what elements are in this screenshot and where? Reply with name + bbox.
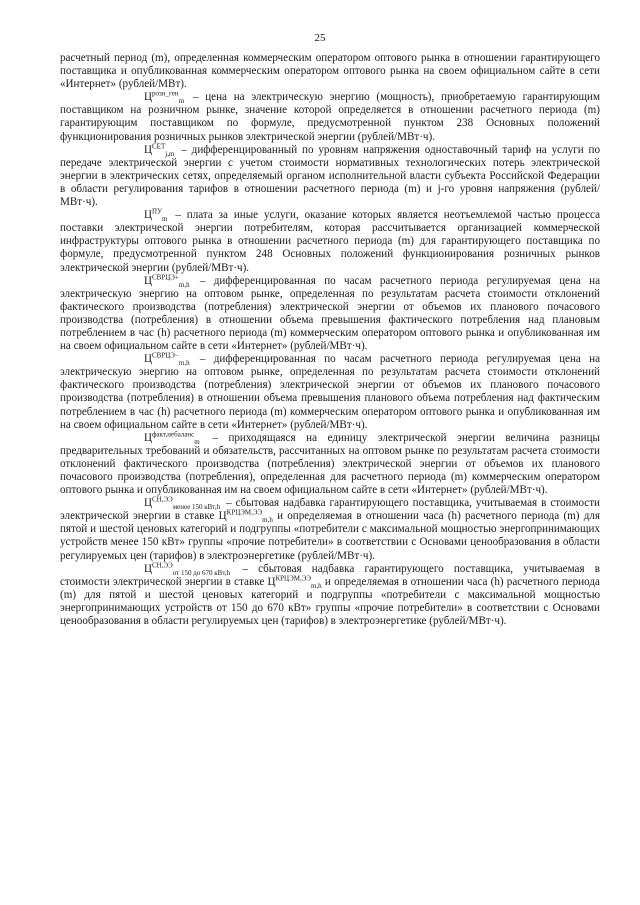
paragraph-1 <box>60 91 600 143</box>
paragraph-2 <box>60 141 600 209</box>
formula-symbol: $Ц^{СН,ЭЭ}_{от 150 до 670 кВт,h}$ <box>144 560 231 577</box>
formula-symbol: $Ц^{СВРЦЭ+}_{m,h}$ <box>144 272 190 289</box>
paragraph-4 <box>60 272 600 354</box>
paragraph-text-after: и определяемая в отношении часа (h) расчетного периода (m) для пятой и шестой ценовых категорий и подгруппы «потребители с максимальной мощностью энергопринимающих устройств от 150 до 670 кВт» группы «прочие потребители» в соответствии с Основами ценообразования в области регулируемых цен (тарифов) в электроэнергетике (рублей/МВт·ч). <box>60 575 600 628</box>
paragraph-text: – дифференцированная по часам расчетного периода регулируемая цена на электрическую энергию на оптовом рынке, определенная по результатам расчета стоимости отклонений фактического производства (потребления) электрической энергии от объемов их планового почасового производства (потребления) в отношении объема превышения фактического потребления над плановым потреблением в час (h) расчетного периода (m) коммерческим оператором оптового рынка и опубликованная им на своем официальном сайте в сети «Интернет» (рублей/МВт·ч). <box>60 274 600 353</box>
paragraph-text: – плата за иные услуги, оказание которых является неотъемлемой частью процесса поставки электрической энергии потребителям, которая рассчитывается организацией коммерческой инфраструктуры оптового рынка в отношении расчетного периода (m) для гарантирующего поставщика по формуле, предусмотренной пунктом 248 Основных положений функционирования розничных рынков электрической энергии (рублей/МВт·ч). <box>60 209 600 274</box>
paragraph-7 <box>60 497 600 562</box>
paragraph-text: – приходящаяся на единицу электрической энергии величина разницы предварительных требований и обязательств, рассчитанных на оптовом рынке по результатам расчета стоимости отклонений фактического производства (потребления) электрической энергии от объемов их планового почасового производства (потребления), определенная для расчетного периода (m) коммерческим оператором оптового рынка и опубликованная им на своем официальном сайте в сети «Интернет» (рублей/МВт·ч). <box>60 431 600 497</box>
paragraph-text: – цена на электрическую энергию (мощность), приобретаемую гарантирующим поставщиком на розничном рынке, значение которой определяется в отношении расчетного периода (m) гарантирующим поставщиком по формуле, предусмотренной пунктом 238 Основных положений функционирования розничных рынков электрической энергии (рублей/МВт·ч). <box>60 91 600 143</box>
paragraph-3 <box>60 209 600 274</box>
formula-symbol: $Ц^{СЕТ}_{j,m}$ <box>144 141 175 158</box>
formula-symbol: $Ц^{СВРЦЭ-}_{m,h}$ <box>144 351 190 368</box>
formula-symbol: $Ц^{факт,небаланс}_m$ <box>144 430 200 446</box>
page-number: 25 <box>314 32 326 44</box>
paragraph-text: – сбытовая надбавка гарантирующего поставщика, учитываемая в стоимости электрической энергии в ставке Ц <box>60 497 600 523</box>
paragraph-text: – дифференцированный по уровням напряжения одноставочный тариф на услуги по передаче электрической энергии с учетом стоимости нормативных технологических потерь электрической энергии в электрических сетях, определяемый органом исполнительной власти субъекта Российской Федерации в области регулирования тарифов в отношении расчетного периода (m) и j-го уровня напряжения (рублей/МВт·ч). <box>60 143 600 209</box>
formula-symbol: $Ц^{СН,ЭЭ}_{менее 150 кВт,h}$ <box>144 495 221 512</box>
paragraph-6 <box>60 432 600 497</box>
paragraph-text-after: и определяемая в отношении часа (h) расчетного периода (m) для пятой и шестой ценовых категорий и подгруппы «потребители с максимальной мощностью энергопринимающих устройств менее 150 кВт» группы «прочие потребители» в соответствии с Основами ценообразования в области регулируемых цен (тарифов) в электроэнергетике (рублей/МВт·ч). <box>60 510 600 562</box>
paragraph-text: – дифференцированная по часам расчетного периода регулируемая цена на электрическую энергию на оптовом рынке, определенная по результатам расчета стоимости отклонений фактического производства (потребления) электрической энергии от объемов их планового почасового производства (потребления) в отношении объема превышения планового объема потребления над фактическим потреблением в час (h) расчетного периода (m) коммерческим оператором оптового рынка и опубликованная им на своем официальном сайте в сети «Интернет» (рублей/МВт·ч). <box>60 353 600 431</box>
inline-formula-sup: КРЦЭМ,ЭЭ <box>275 574 311 583</box>
paragraph-0 <box>60 52 600 91</box>
formula-symbol: $Ц^{розн\_ген}_m$ <box>144 89 185 106</box>
paragraph-8 <box>60 560 600 628</box>
paragraph-text: – сбытовая надбавка гарантирующего поставщика, учитываемая в стоимости электрической энергии в ставке Ц <box>60 562 600 588</box>
document-body <box>60 52 600 628</box>
inline-formula-sub: m,h <box>310 581 322 590</box>
inline-formula-sup: КРЦЭМ,ЭЭ <box>226 508 263 517</box>
formula-symbol: $Ц^{ПУ}_m$ <box>144 207 168 224</box>
paragraph-text: расчетный период (m), определенная коммерческим оператором оптового рынка в отношении гарантирующего поставщика и опубликованная коммерческим оператором оптового рынка на своем официальном сайте в сети «Интернет» (рублей/МВт). <box>60 52 600 91</box>
paragraph-5 <box>60 353 600 432</box>
inline-formula-sub: m,h <box>262 516 273 525</box>
